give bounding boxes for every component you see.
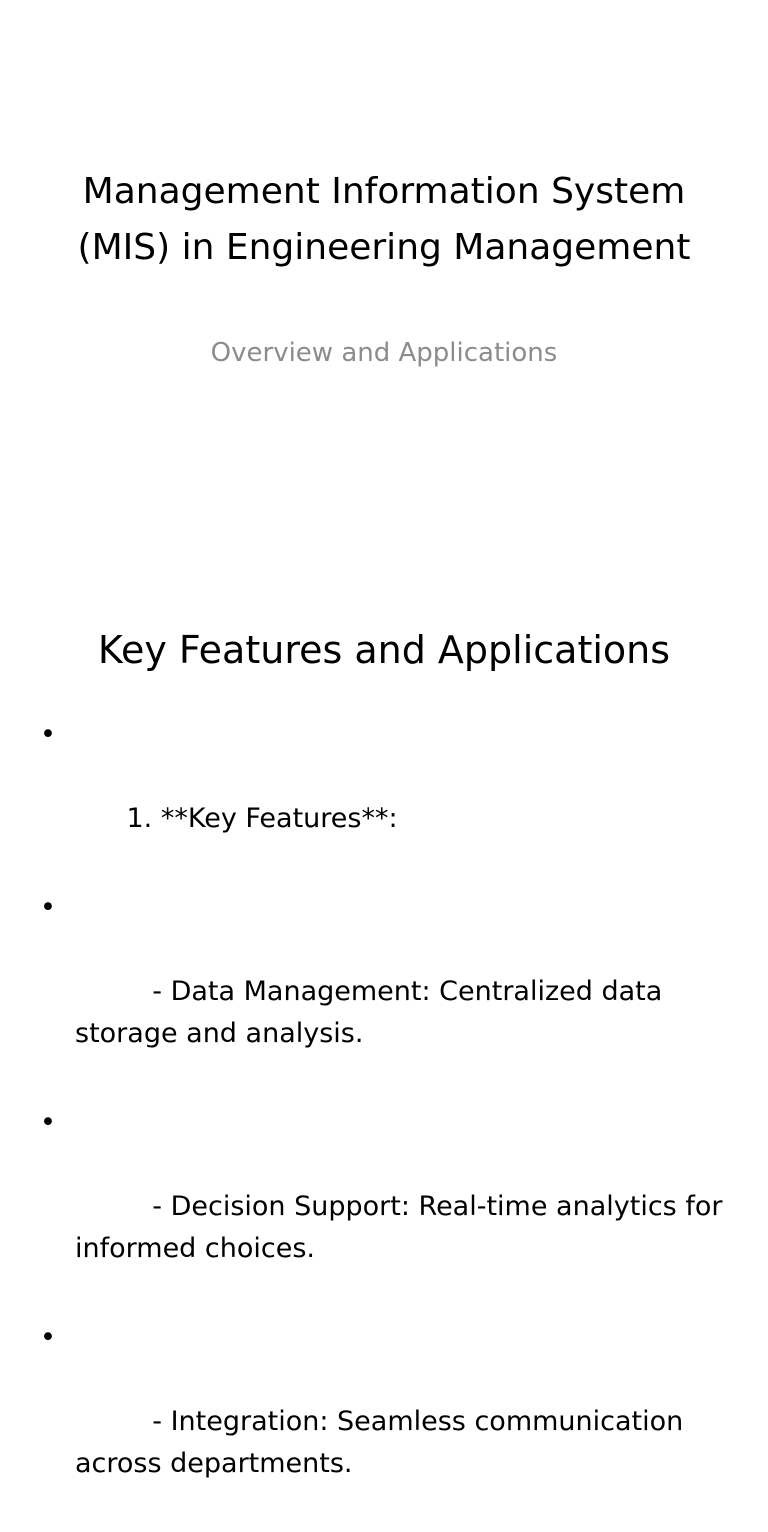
bullet-list bbox=[40, 714, 740, 1532]
bullet-icon: • bbox=[40, 1322, 56, 1353]
bullet-icon: • bbox=[40, 892, 56, 923]
bullet-icon: • bbox=[40, 719, 56, 750]
slide-subtitle: Overview and Applications bbox=[210, 338, 558, 368]
slide-title: Management Information System (MIS) in Engineering Management bbox=[77, 171, 691, 268]
bullet-icon: • bbox=[40, 1107, 56, 1138]
title-slide bbox=[0, 0, 768, 576]
bullet-item bbox=[40, 1102, 740, 1312]
bullet-text: - Integration: Seamless communication across departments. bbox=[75, 1406, 692, 1479]
slide-heading: Key Features and Applications bbox=[97, 628, 671, 672]
bullet-text: 1. **Key Features**: bbox=[126, 803, 398, 834]
bullet-item bbox=[40, 714, 740, 882]
bullet-text: - Data Management: Centralized data storage and analysis. bbox=[75, 976, 671, 1049]
bullet-item bbox=[40, 887, 740, 1097]
bullet-text: - Decision Support: Real-time analytics for informed choices. bbox=[75, 1191, 732, 1264]
bullet-item bbox=[40, 1317, 740, 1527]
content-slide bbox=[0, 576, 768, 1479]
